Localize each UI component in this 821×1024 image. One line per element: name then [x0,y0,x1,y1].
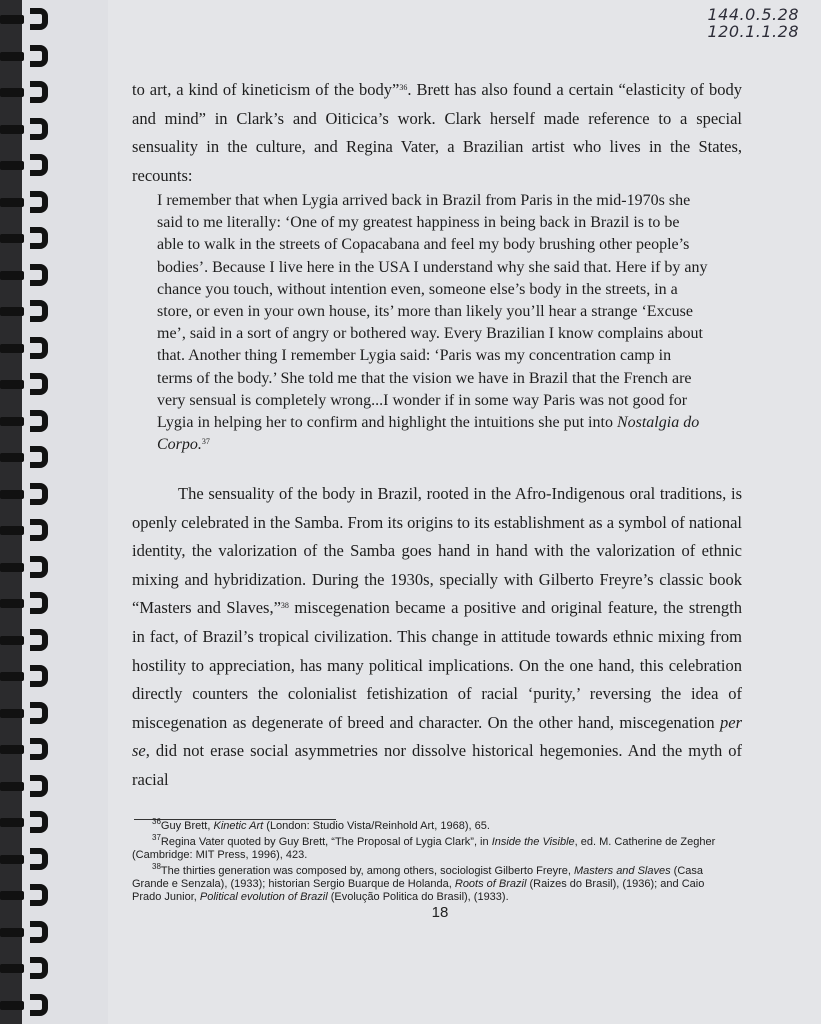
binding-ring [0,300,52,322]
handwritten-catalog-number [707,6,799,40]
footnote-number: 38 [152,862,161,871]
footnote-text: Guy Brett, [160,820,214,832]
binding-ring [0,410,52,432]
binding-ring [0,227,52,249]
footnote-ref-38: 38 [280,601,289,611]
block-quote [157,190,709,456]
footnote-number: 37 [152,833,161,842]
binding-ring [0,154,52,176]
intro-text-cont: . Brett has also found a certain “elasticity of body and mind” in Clark’s and Oiticica’s work. Clark herself made reference to a special sensuality in the culture, and Regina Vater, a Brazilian artist who lives in the States, recounts: [132,80,742,185]
footnote-ref-36: 36 [399,83,408,92]
binding-ring [0,665,52,687]
intro-paragraph [132,76,742,190]
binding-ring [0,45,52,67]
footnote-text: (Raizes do Brasil), (1936); and Caio Prado Junior, [132,878,705,903]
footnote-text: , ed. M. Catherine de Zegher (Cambridge: MIT Press, 1996), 423. [132,836,716,861]
catalog-line-2: 120.1.1.28 [707,22,799,41]
page-number: 18 [431,904,449,921]
binding-ring [0,884,52,906]
binding-ring [0,118,52,140]
binding-ring [0,811,52,833]
footnote-title: Inside the Visible [491,836,575,848]
binding-ring [0,373,52,395]
binding-ring [0,337,52,359]
footnote-text: (Evolução Politica do Brasil), (1933). [327,891,509,903]
footnote-text: (London: Studio Vista/Reinhold Art, 1968), 65. [263,820,490,832]
binding-ring [0,994,52,1016]
para-emphasis: per se [132,712,742,761]
binding-ring [0,191,52,213]
footnote-text: The thirties generation was composed by, among others, sociologist Gilberto Freyre, [160,865,575,877]
footnote-title: Masters and Slaves [574,865,671,877]
para-text: The sensuality of the body in Brazil, rooted in the Afro-Indigenous oral traditions, is openly celebrated in the Samba. From its origins to its establishment as a symbol of national identity, the valorization of the Samba goes hand in hand with the valorization of ethnic mixing and hybridization. During the 1930s, specially with Gilberto Freyre’s classic book “Masters and Slaves,” [132,484,742,618]
footnote-36 [132,817,732,833]
spiral-binding [0,0,60,1024]
footnote-number: 36 [152,817,161,826]
binding-ring [0,592,52,614]
footnote-text: Regina Vater quoted by Guy Brett, “The Proposal of Lygia Clark”, in [160,836,492,848]
binding-ring [0,702,52,724]
para-text-cont: miscegenation became a positive and original feature, the strength in fact, of Brazil’s tropical civilization. This change in attitude towards ethnic mixing from hostility to appreciation, has many political implications. On the one hand, this celebration directly counters the colonialist fetishization of racial ‘purity,’ reversing the idea of miscegenation as degenerate of breed and character. On the other hand, miscegenation [132,598,742,732]
binding-ring [0,921,52,943]
footnote-text: (Casa Grande e Senzala), (1933); historian Sergio Buarque de Holanda, [132,865,704,890]
footnote-ref-37: 37 [201,437,210,447]
body-paragraph [132,480,742,795]
binding-ring [0,629,52,651]
footnote-37 [132,833,732,862]
binding-ring [0,446,52,468]
quote-text: I remember that when Lygia arrived back in Brazil from Paris in the mid-1970s she said to me literally: ‘One of my greatest happiness in being back in Brazil is to be able to walk in the streets of Copacabana and feel my body brushing other people’s bodies’. Because I live here in the USA I understand why she said that. Here if by any chance you touch, without intention even, someone else’s body in the streets, in a store, or even in your own house, its’ more than likely you’ll hear a strange ‘Excuse me’, said in a sort of angry or bothered way. Every Brazilian I know complains about that. Another thing I remember Lygia said: ‘Paris was my concentration camp in terms of the body.’ She told me that the vision we have in Brazil that the French are very sensual is completely wrong...I wonder if in some way Paris was not good for Lygia in helping her to confirm and highlight the intuitions she put into [157,192,708,432]
binding-ring [0,264,52,286]
binding-ring [0,738,52,760]
footnote-38 [132,862,732,904]
footnote-title: Political evolution of Brazil [199,891,328,903]
binding-ring [0,556,52,578]
catalog-line-1: 144.0.5.28 [707,5,799,24]
footnote-title: Kinetic Art [213,820,264,832]
footnote-title: Roots of Brazil [454,878,527,890]
intro-text: to art, a kind of kineticism of the body” [132,80,400,99]
binding-ring [0,957,52,979]
footnotes [132,817,732,907]
binding-ring [0,848,52,870]
quote-work-title: Nostalgia do Corpo. [157,414,700,454]
binding-ring [0,8,52,30]
binding-ring [0,483,52,505]
para-text-end: , did not erase social asymmetries nor dissolve historical hegemonies. And the myth of racial [132,741,742,789]
binding-ring [0,775,52,797]
binding-ring [0,81,52,103]
binding-ring [0,519,52,541]
